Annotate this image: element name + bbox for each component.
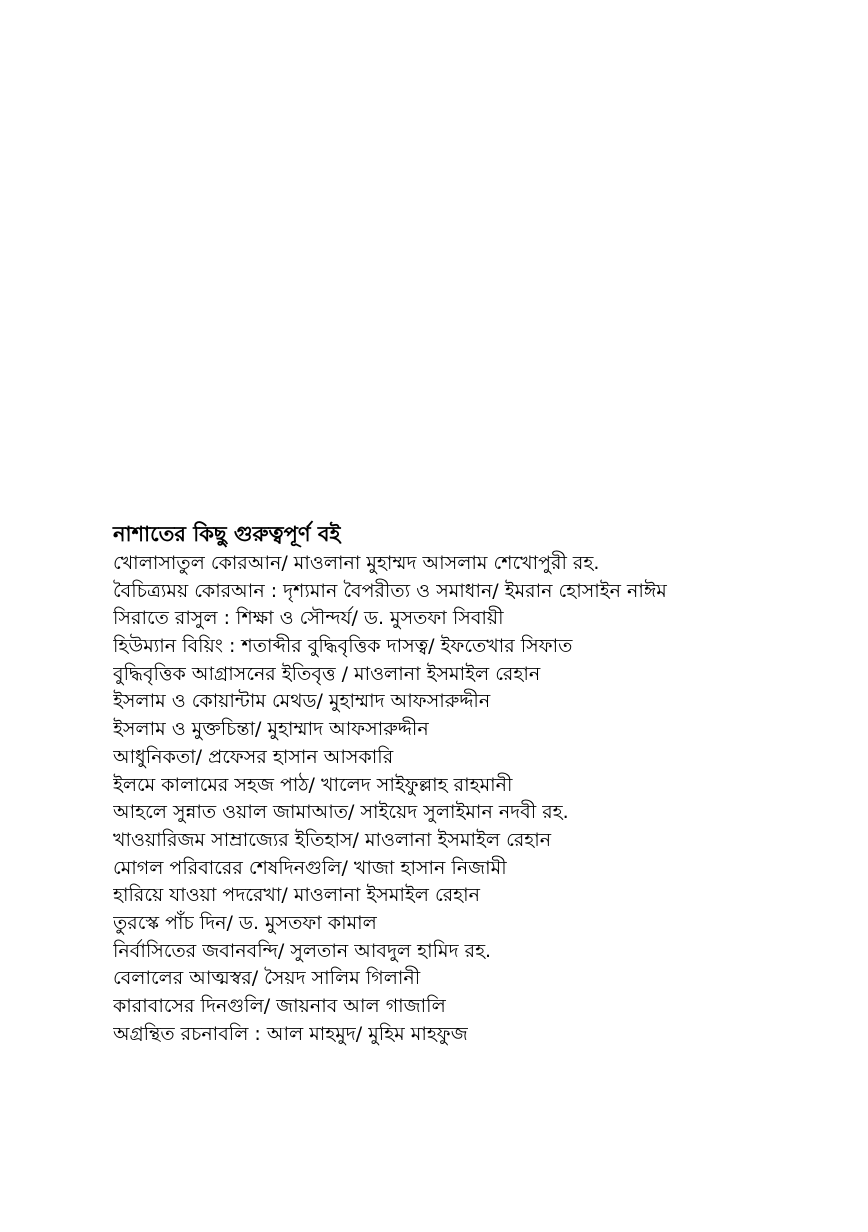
book-list-section (113, 520, 853, 1048)
section-heading: নাশাতের কিছু গুরুত্বপূর্ণ বই (113, 522, 341, 546)
book-entry: খাওয়ারিজম সাম্রাজ্যের ইতিহাস/ মাওলানা ইসমাইল রেহান (113, 828, 552, 851)
book-list (113, 550, 853, 1048)
book-entry: কারাবাসের দিনগুলি/ জায়নাব আল গাজালি (113, 995, 446, 1017)
book-entry: অগ্রন্থিত রচনাবলি : আল মাহমুদ/ মুহিম মাহফুজ (113, 1022, 468, 1045)
book-entry: বৈচিত্র্যময় কোরআন : দৃশ্যমান বৈপরীত্য ও সমাধান/ ইমরান হোসাইন নাঈম (113, 579, 667, 602)
book-entry: নির্বাসিতের জবানবন্দি/ সুলতান আবদুল হামিদ রহ. (113, 939, 492, 962)
book-entry: খোলাসাতুল কোরআন/ মাওলানা মুহাম্মদ আসলাম শেখোপুরী রহ. (113, 552, 600, 574)
book-entry: ইলমে কালামের সহজ পাঠ/ খালেদ সাইফুল্লাহ রাহমানী (113, 773, 513, 796)
book-entry: ইসলাম ও মুক্তচিন্তা/ মুহাম্মাদ আফসারুদ্দীন (113, 718, 429, 741)
book-entry: তুরস্কে পাঁচ দিন/ ড. মুসতফা কামাল (113, 911, 377, 934)
book-entry: আহলে সুন্নাত ওয়াল জামাআত/ সাইয়েদ সুলাইমান নদবী রহ. (113, 801, 569, 824)
book-entry: মোগল পরিবারের শেষদিনগুলি/ খাজা হাসান নিজামী (113, 856, 507, 879)
book-entry: সিরাতে রাসুল : শিক্ষা ও সৌন্দর্য/ ড. মুসতফা সিবায়ী (113, 607, 504, 630)
book-entry: হারিয়ে যাওয়া পদরেখা/ মাওলানা ইসমাইল রেহান (113, 884, 480, 907)
book-entry: বুদ্ধিবৃত্তিক আগ্রাসনের ইতিবৃত্ত / মাওলানা ইসমাইল রেহান (113, 662, 541, 685)
book-entry: হিউম্যান বিয়িং : শতাব্দীর বুদ্ধিবৃত্তিক দাসত্ব/ ইফতেখার সিফাত (113, 635, 573, 658)
book-entry: বেলালের আত্মস্বর/ সৈয়দ সালিম গিলানী (113, 967, 421, 990)
book-entry: আধুনিকতা/ প্রফেসর হাসান আসকারি (113, 745, 394, 768)
book-entry: ইসলাম ও কোয়ান্টাম মেথড/ মুহাম্মাদ আফসারুদ্দীন (113, 690, 491, 713)
